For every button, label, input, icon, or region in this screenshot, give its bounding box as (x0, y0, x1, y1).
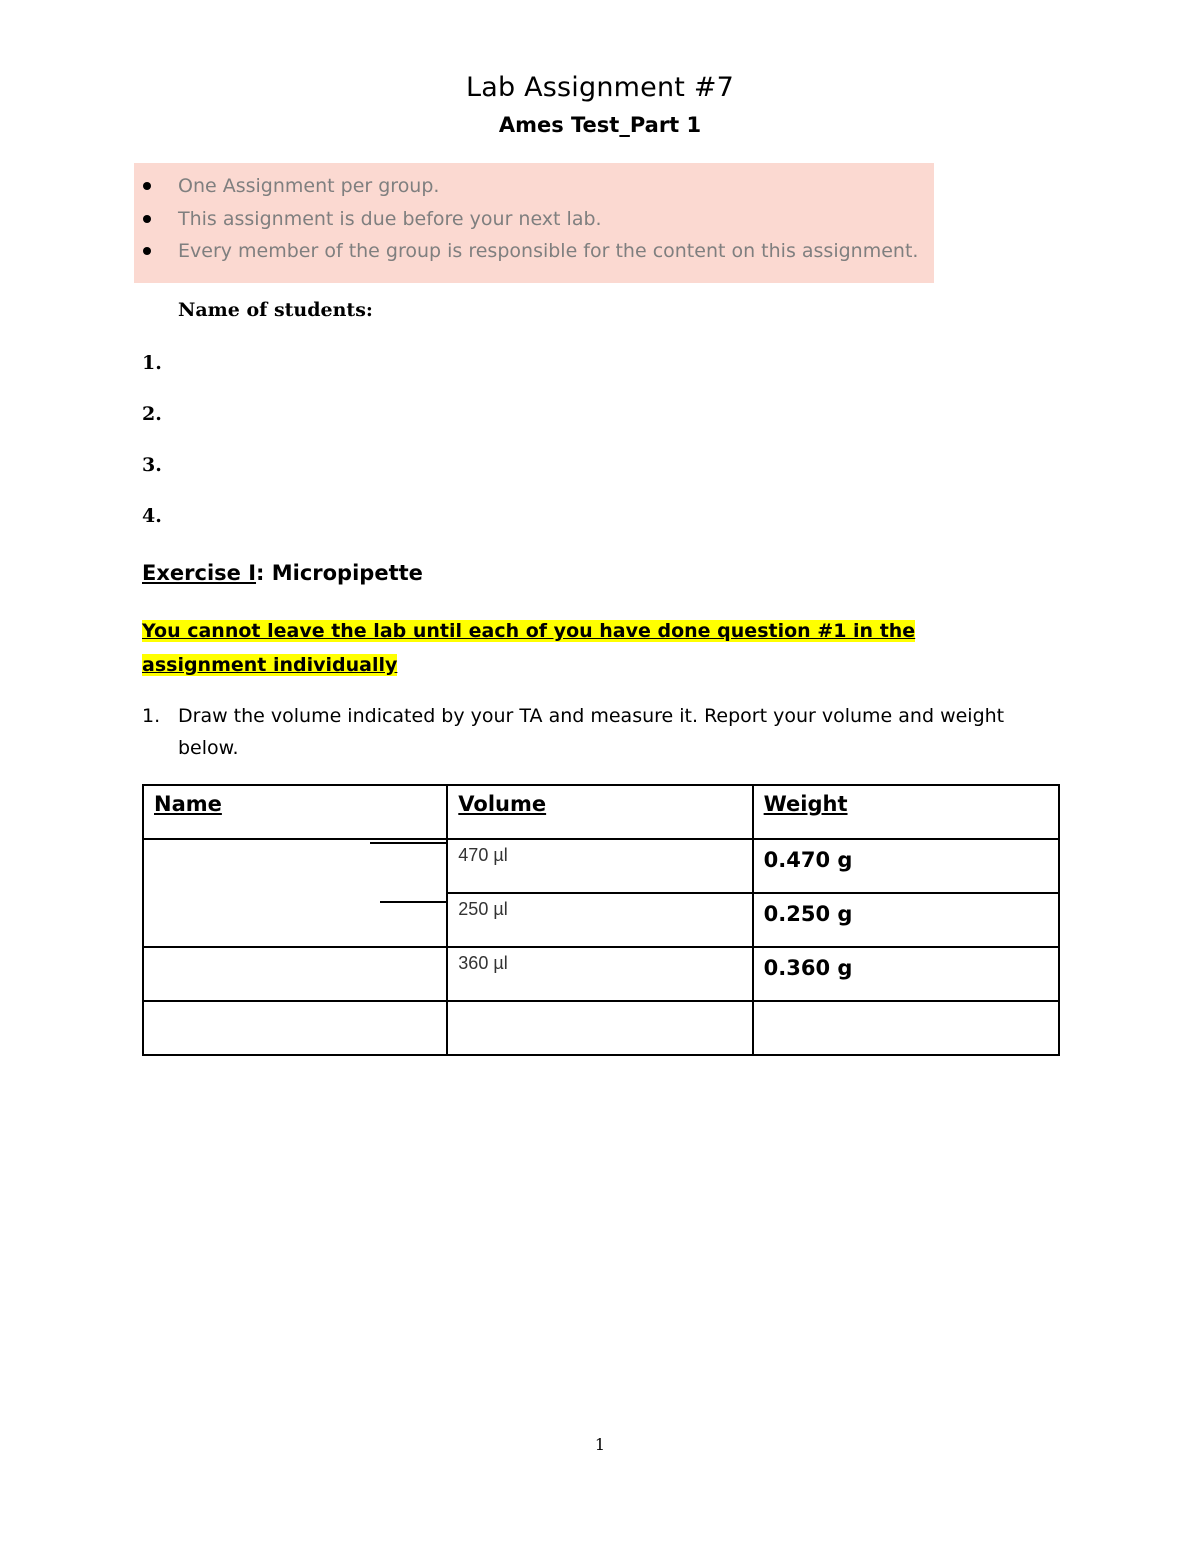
instruction-item (134, 173, 918, 206)
header-cell-volume (447, 785, 752, 839)
header-cell-name (143, 785, 447, 839)
instruction-item (134, 238, 918, 271)
weight-value: 0.470 g (763, 848, 853, 872)
page-number: 1 (594, 1435, 606, 1454)
student-number: 4. (142, 505, 162, 527)
table-row (143, 947, 1059, 1001)
exercise-separator: : (256, 561, 265, 585)
volume-value: 250 µl (458, 899, 508, 919)
exercise-title: Micropipette (264, 561, 423, 585)
bullet-icon (143, 247, 151, 255)
warning-highlight: You cannot leave the lab until each of you have done question #1 in the assignment individually (142, 620, 916, 676)
instructions-box (134, 163, 934, 283)
bullet-icon (143, 182, 151, 190)
weight-value: 0.250 g (763, 902, 853, 926)
header-label: Weight (763, 792, 848, 816)
instruction-text: Every member of the group is responsible for the content on this assignment. (178, 240, 919, 262)
header-label: Volume (458, 792, 547, 816)
volume-value: 360 µl (458, 953, 508, 973)
name-cell[interactable] (143, 839, 447, 893)
bullet-icon (143, 215, 151, 223)
table-partial-border (380, 901, 447, 903)
student-number: 3. (142, 454, 162, 476)
weight-cell[interactable] (753, 839, 1059, 893)
table-header-row (143, 785, 1059, 839)
table-row (143, 1001, 1059, 1055)
measurement-table (142, 784, 1060, 1056)
document-title: Lab Assignment #7 (465, 72, 735, 103)
name-cell[interactable] (143, 947, 447, 1001)
student-number: 2. (142, 403, 162, 425)
instruction-item (134, 206, 918, 239)
document-subtitle: Ames Test_Part 1 (498, 113, 702, 137)
student-number: 1. (142, 352, 162, 374)
students-label: Name of students: (178, 299, 373, 321)
volume-cell[interactable] (447, 947, 752, 1001)
question-1 (142, 700, 1022, 764)
volume-cell[interactable] (447, 1001, 752, 1055)
volume-cell[interactable] (447, 839, 752, 893)
weight-cell[interactable] (753, 947, 1059, 1001)
exercise-heading (142, 561, 423, 585)
weight-value: 0.360 g (763, 956, 853, 980)
warning-text (142, 614, 972, 682)
weight-cell[interactable] (753, 1001, 1059, 1055)
weight-cell[interactable] (753, 893, 1059, 947)
volume-value: 470 µl (458, 845, 508, 865)
header-label: Name (154, 792, 222, 816)
question-text: Draw the volume indicated by your TA and measure it. Report your volume and weight below. (178, 705, 1005, 759)
volume-cell[interactable] (447, 893, 752, 947)
question-number: 1. (142, 705, 161, 727)
instruction-text: This assignment is due before your next lab. (178, 207, 602, 230)
table-row (143, 839, 1059, 893)
table-row (143, 893, 1059, 947)
header-cell-weight (753, 785, 1059, 839)
name-cell[interactable] (143, 1001, 447, 1055)
instruction-text: One Assignment per group. (178, 175, 440, 197)
instructions-list (134, 173, 918, 271)
table-partial-border (370, 842, 447, 844)
exercise-label: Exercise I (142, 561, 257, 585)
